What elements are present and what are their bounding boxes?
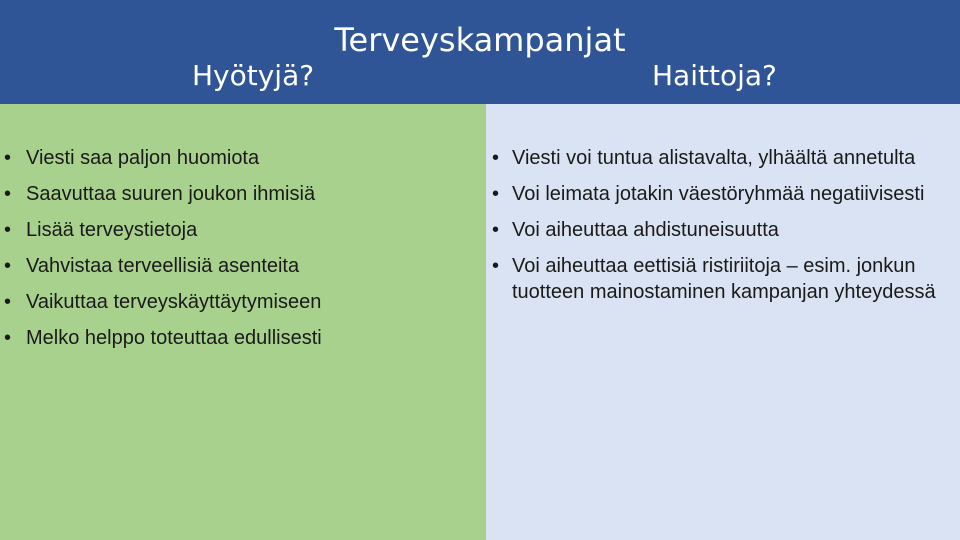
bullet-icon: •	[492, 255, 500, 277]
drawback-item: • Voi aiheuttaa eettisiä ristiriitoja – esim. jonkun tuotteen mainostaminen kampanjan yhteydessä	[492, 255, 936, 303]
bullet-icon: •	[4, 327, 12, 349]
benefit-item: • Melko helppo toteuttaa edullisesti	[4, 327, 322, 349]
bullet-icon: •	[492, 183, 500, 205]
drawback-item: • Voi aiheuttaa ahdistuneisuutta	[492, 219, 779, 241]
benefit-item: • Vahvistaa terveellisiä asenteita	[4, 255, 300, 277]
benefit-item: • Lisää terveystietoja	[4, 219, 198, 241]
bullet-icon: •	[4, 219, 12, 241]
bullet-icon: •	[4, 183, 12, 205]
bullet-icon: •	[492, 147, 500, 169]
drawback-item: • Viesti voi tuntua alistavalta, ylhäältä annetulta	[492, 147, 916, 169]
drawbacks-list	[490, 145, 952, 315]
benefits-heading: Hyötyjä?	[192, 59, 315, 92]
bullet-icon: •	[4, 147, 12, 169]
bullet-icon: •	[4, 291, 12, 313]
benefits-list	[0, 145, 480, 361]
benefit-item: • Vaikuttaa terveyskäyttäytymiseen	[4, 291, 322, 313]
bullet-icon: •	[492, 219, 500, 241]
benefit-item: • Saavuttaa suuren joukon ihmisiä	[4, 183, 316, 205]
drawback-item: • Voi leimata jotakin väestöryhmää negatiivisesti	[492, 183, 925, 205]
drawbacks-heading: Haittoja?	[652, 59, 777, 92]
bullet-icon: •	[4, 255, 12, 277]
benefit-item: • Viesti saa paljon huomiota	[4, 147, 260, 169]
slide-title: Terveyskampanjat	[334, 21, 626, 59]
